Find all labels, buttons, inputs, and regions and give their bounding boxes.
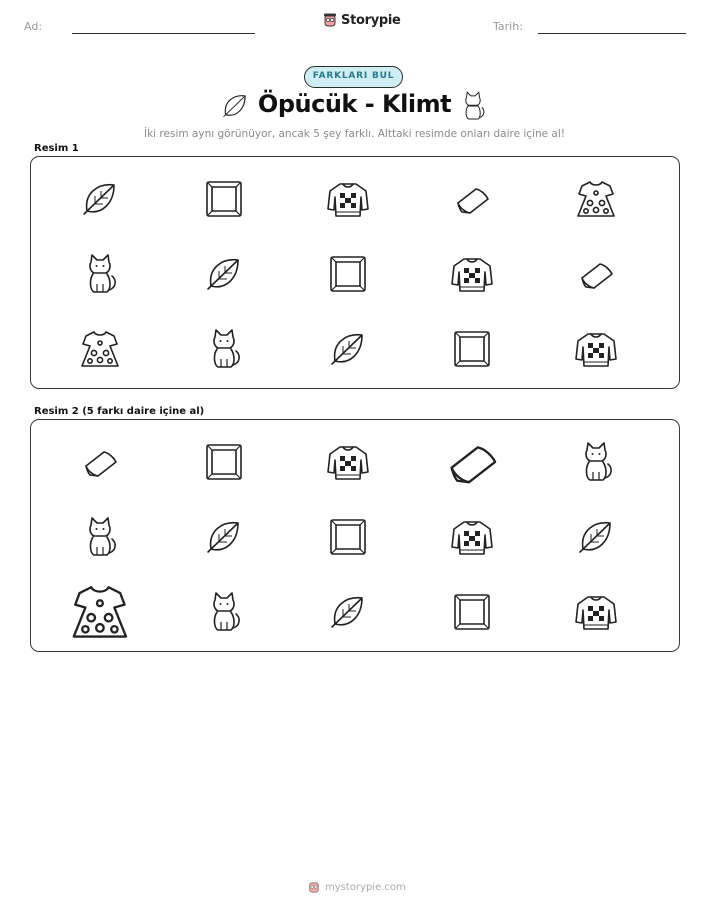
- cat-icon[interactable]: [194, 584, 254, 640]
- frame-icon: [442, 321, 502, 377]
- napkin-icon: [566, 246, 626, 302]
- frame-icon: [194, 171, 254, 227]
- cat-icon[interactable]: [566, 434, 626, 490]
- picture1-label: Resim 1: [34, 143, 79, 154]
- frame-icon[interactable]: [442, 584, 502, 640]
- sweater-icon: [566, 321, 626, 377]
- name-label: Ad:: [24, 20, 43, 33]
- footer-site: mystorypie.com: [325, 881, 406, 893]
- frame-icon: [318, 246, 378, 302]
- dress-icon: [566, 171, 626, 227]
- leaf-icon: [70, 171, 130, 227]
- picture1-panel: [30, 156, 680, 389]
- leaf-icon: [318, 321, 378, 377]
- storypie-mascot-icon: [322, 12, 338, 28]
- sweater-icon[interactable]: [318, 434, 378, 490]
- title-cat-icon: [460, 91, 486, 125]
- date-label: Tarih:: [493, 20, 523, 33]
- leaf-icon: [194, 246, 254, 302]
- sweater-icon: [318, 171, 378, 227]
- activity-badge: FARKLARI BUL: [304, 66, 403, 88]
- cat-icon: [194, 321, 254, 377]
- napkin-icon[interactable]: [70, 434, 130, 490]
- date-line[interactable]: [538, 33, 686, 34]
- brand-name: Storypie: [341, 12, 401, 28]
- frame-icon[interactable]: [194, 434, 254, 490]
- storypie-mascot-icon: [307, 880, 321, 894]
- instructions-text: İki resim aynı görünüyor, ancak 5 şey farklı. Alttaki resimde onları daire içine al!: [144, 128, 565, 140]
- leaf-icon[interactable]: [194, 509, 254, 565]
- brand-logo: [322, 12, 401, 28]
- cat-icon[interactable]: [70, 509, 130, 565]
- sweater-icon: [442, 246, 502, 302]
- sweater-icon[interactable]: [566, 584, 626, 640]
- napkin-icon: [442, 171, 502, 227]
- page-title: Öpücük - Klimt: [257, 90, 452, 118]
- picture2-panel[interactable]: [30, 419, 680, 652]
- picture2-label: Resim 2 (5 farkı daire içine al): [34, 406, 205, 417]
- dress-icon: [70, 321, 130, 377]
- name-line[interactable]: [72, 33, 255, 34]
- sweater-icon[interactable]: [442, 509, 502, 565]
- footer: [307, 880, 406, 894]
- frame-icon[interactable]: [318, 509, 378, 565]
- leaf-icon[interactable]: [318, 584, 378, 640]
- cat-icon: [70, 246, 130, 302]
- dress-icon[interactable]: [70, 584, 130, 640]
- napkin-icon[interactable]: [442, 434, 502, 490]
- leaf-icon[interactable]: [566, 509, 626, 565]
